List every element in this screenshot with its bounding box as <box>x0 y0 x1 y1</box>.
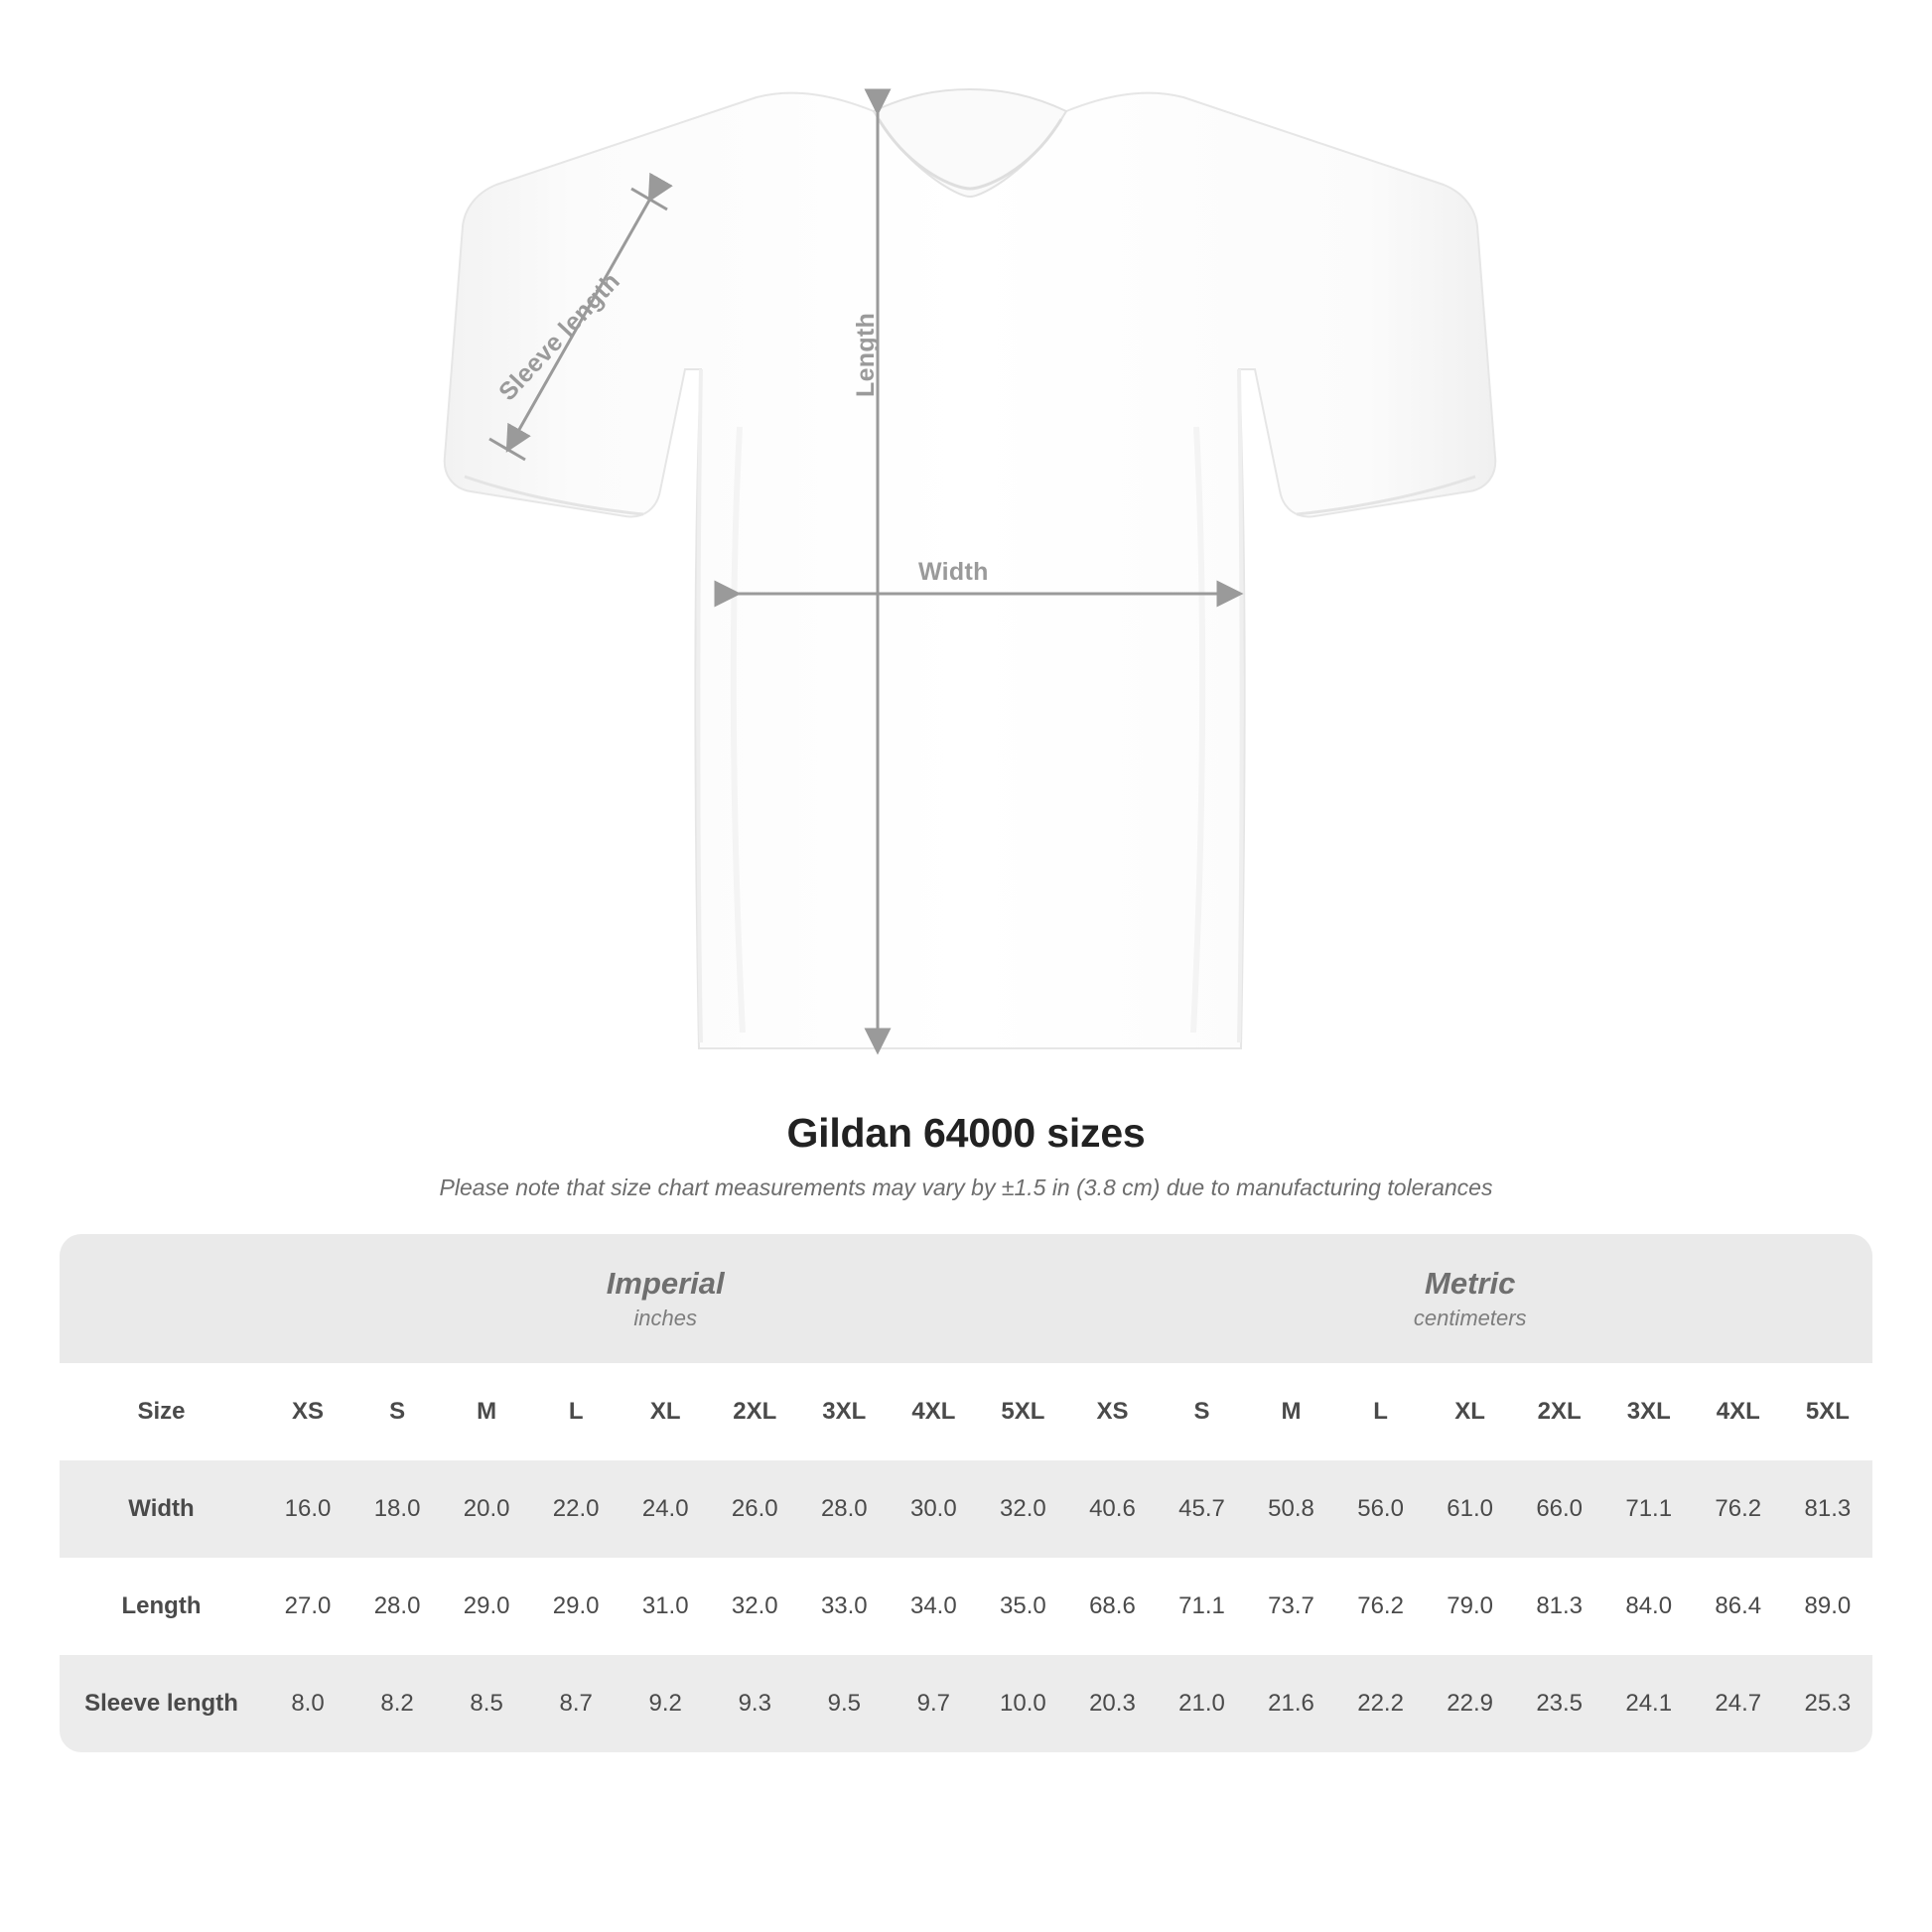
unit-header-blank <box>60 1234 263 1363</box>
table-cell: 35.0 <box>978 1558 1067 1655</box>
table-cell: 31.0 <box>621 1558 710 1655</box>
size-header-row <box>60 1363 1872 1460</box>
size-header-cell: 3XL <box>1604 1363 1694 1460</box>
size-header-cell: XS <box>1067 1363 1157 1460</box>
row-label-width: Width <box>60 1460 263 1558</box>
size-header-cell: M <box>1247 1363 1336 1460</box>
unit-header-imperial <box>263 1234 1067 1363</box>
title-block <box>0 1110 1932 1201</box>
table-cell: 9.2 <box>621 1655 710 1752</box>
table-cell: 86.4 <box>1694 1558 1783 1655</box>
size-header-cell: 2XL <box>710 1363 799 1460</box>
table-cell: 18.0 <box>352 1460 442 1558</box>
tolerance-note: Please note that size chart measurements may vary by ±1.5 in (3.8 cm) due to manufacturing tolerances <box>439 1174 1493 1200</box>
table-cell: 73.7 <box>1247 1558 1336 1655</box>
size-table-container <box>60 1234 1872 1752</box>
table-cell: 26.0 <box>710 1460 799 1558</box>
table-cell: 8.5 <box>442 1655 531 1752</box>
size-header-cell: XL <box>1426 1363 1515 1460</box>
table-cell: 33.0 <box>799 1558 889 1655</box>
size-header-cell: 5XL <box>1783 1363 1872 1460</box>
table-row <box>60 1655 1872 1752</box>
size-header-cell: L <box>1336 1363 1426 1460</box>
row-label-length: Length <box>60 1558 263 1655</box>
size-header-cell: 4XL <box>889 1363 978 1460</box>
page-title: Gildan 64000 sizes <box>786 1110 1146 1156</box>
table-cell: 20.3 <box>1067 1655 1157 1752</box>
table-cell: 22.0 <box>531 1460 621 1558</box>
table-cell: 29.0 <box>531 1558 621 1655</box>
size-header-cell: L <box>531 1363 621 1460</box>
table-cell: 22.9 <box>1426 1655 1515 1752</box>
table-cell: 89.0 <box>1783 1558 1872 1655</box>
table-cell: 9.5 <box>799 1655 889 1752</box>
table-cell: 25.3 <box>1783 1655 1872 1752</box>
unit-metric-name: Metric <box>1425 1266 1516 1302</box>
size-header-cell: S <box>352 1363 442 1460</box>
table-cell: 79.0 <box>1426 1558 1515 1655</box>
unit-header-row <box>60 1234 1872 1363</box>
table-cell: 22.2 <box>1336 1655 1426 1752</box>
table-cell: 81.3 <box>1515 1558 1604 1655</box>
table-cell: 32.0 <box>710 1558 799 1655</box>
table-cell: 23.5 <box>1515 1655 1604 1752</box>
table-cell: 32.0 <box>978 1460 1067 1558</box>
unit-metric-sub: centimeters <box>1413 1305 1527 1330</box>
unit-imperial-sub: inches <box>633 1305 697 1330</box>
unit-imperial-name: Imperial <box>606 1266 725 1302</box>
table-cell: 9.7 <box>889 1655 978 1752</box>
table-cell: 24.0 <box>621 1460 710 1558</box>
table-cell: 66.0 <box>1515 1460 1604 1558</box>
table-cell: 8.2 <box>352 1655 442 1752</box>
table-cell: 68.6 <box>1067 1558 1157 1655</box>
table-cell: 45.7 <box>1157 1460 1246 1558</box>
sleeve-length-label: Sleeve length <box>493 267 626 407</box>
table-cell: 8.0 <box>263 1655 352 1752</box>
table-cell: 50.8 <box>1247 1460 1336 1558</box>
table-cell: 30.0 <box>889 1460 978 1558</box>
table-row <box>60 1558 1872 1655</box>
size-header-cell: 4XL <box>1694 1363 1783 1460</box>
size-header-cell: S <box>1157 1363 1246 1460</box>
table-cell: 81.3 <box>1783 1460 1872 1558</box>
size-header-cell: M <box>442 1363 531 1460</box>
table-row <box>60 1460 1872 1558</box>
width-label: Width <box>918 558 989 586</box>
table-cell: 20.0 <box>442 1460 531 1558</box>
table-cell: 21.6 <box>1247 1655 1336 1752</box>
table-cell: 34.0 <box>889 1558 978 1655</box>
table-cell: 40.6 <box>1067 1460 1157 1558</box>
size-header-label: Size <box>60 1363 263 1460</box>
table-cell: 61.0 <box>1426 1460 1515 1558</box>
table-cell: 76.2 <box>1336 1558 1426 1655</box>
length-label: Length <box>852 312 880 397</box>
table-cell: 10.0 <box>978 1655 1067 1752</box>
size-header-cell: 5XL <box>978 1363 1067 1460</box>
table-cell: 24.1 <box>1604 1655 1694 1752</box>
table-cell: 84.0 <box>1604 1558 1694 1655</box>
table-cell: 76.2 <box>1694 1460 1783 1558</box>
table-cell: 27.0 <box>263 1558 352 1655</box>
table-cell: 21.0 <box>1157 1655 1246 1752</box>
table-cell: 24.7 <box>1694 1655 1783 1752</box>
table-cell: 56.0 <box>1336 1460 1426 1558</box>
size-header-cell: XS <box>263 1363 352 1460</box>
size-header-cell: 3XL <box>799 1363 889 1460</box>
size-header-cell: 2XL <box>1515 1363 1604 1460</box>
table-cell: 9.3 <box>710 1655 799 1752</box>
table-cell: 28.0 <box>799 1460 889 1558</box>
table-cell: 8.7 <box>531 1655 621 1752</box>
table-cell: 28.0 <box>352 1558 442 1655</box>
unit-header-metric <box>1067 1234 1872 1363</box>
size-header-cell: XL <box>621 1363 710 1460</box>
table-cell: 29.0 <box>442 1558 531 1655</box>
table-cell: 71.1 <box>1604 1460 1694 1558</box>
table-cell: 71.1 <box>1157 1558 1246 1655</box>
row-label-sleeve-length: Sleeve length <box>60 1655 263 1752</box>
table-cell: 16.0 <box>263 1460 352 1558</box>
size-table <box>60 1234 1872 1752</box>
